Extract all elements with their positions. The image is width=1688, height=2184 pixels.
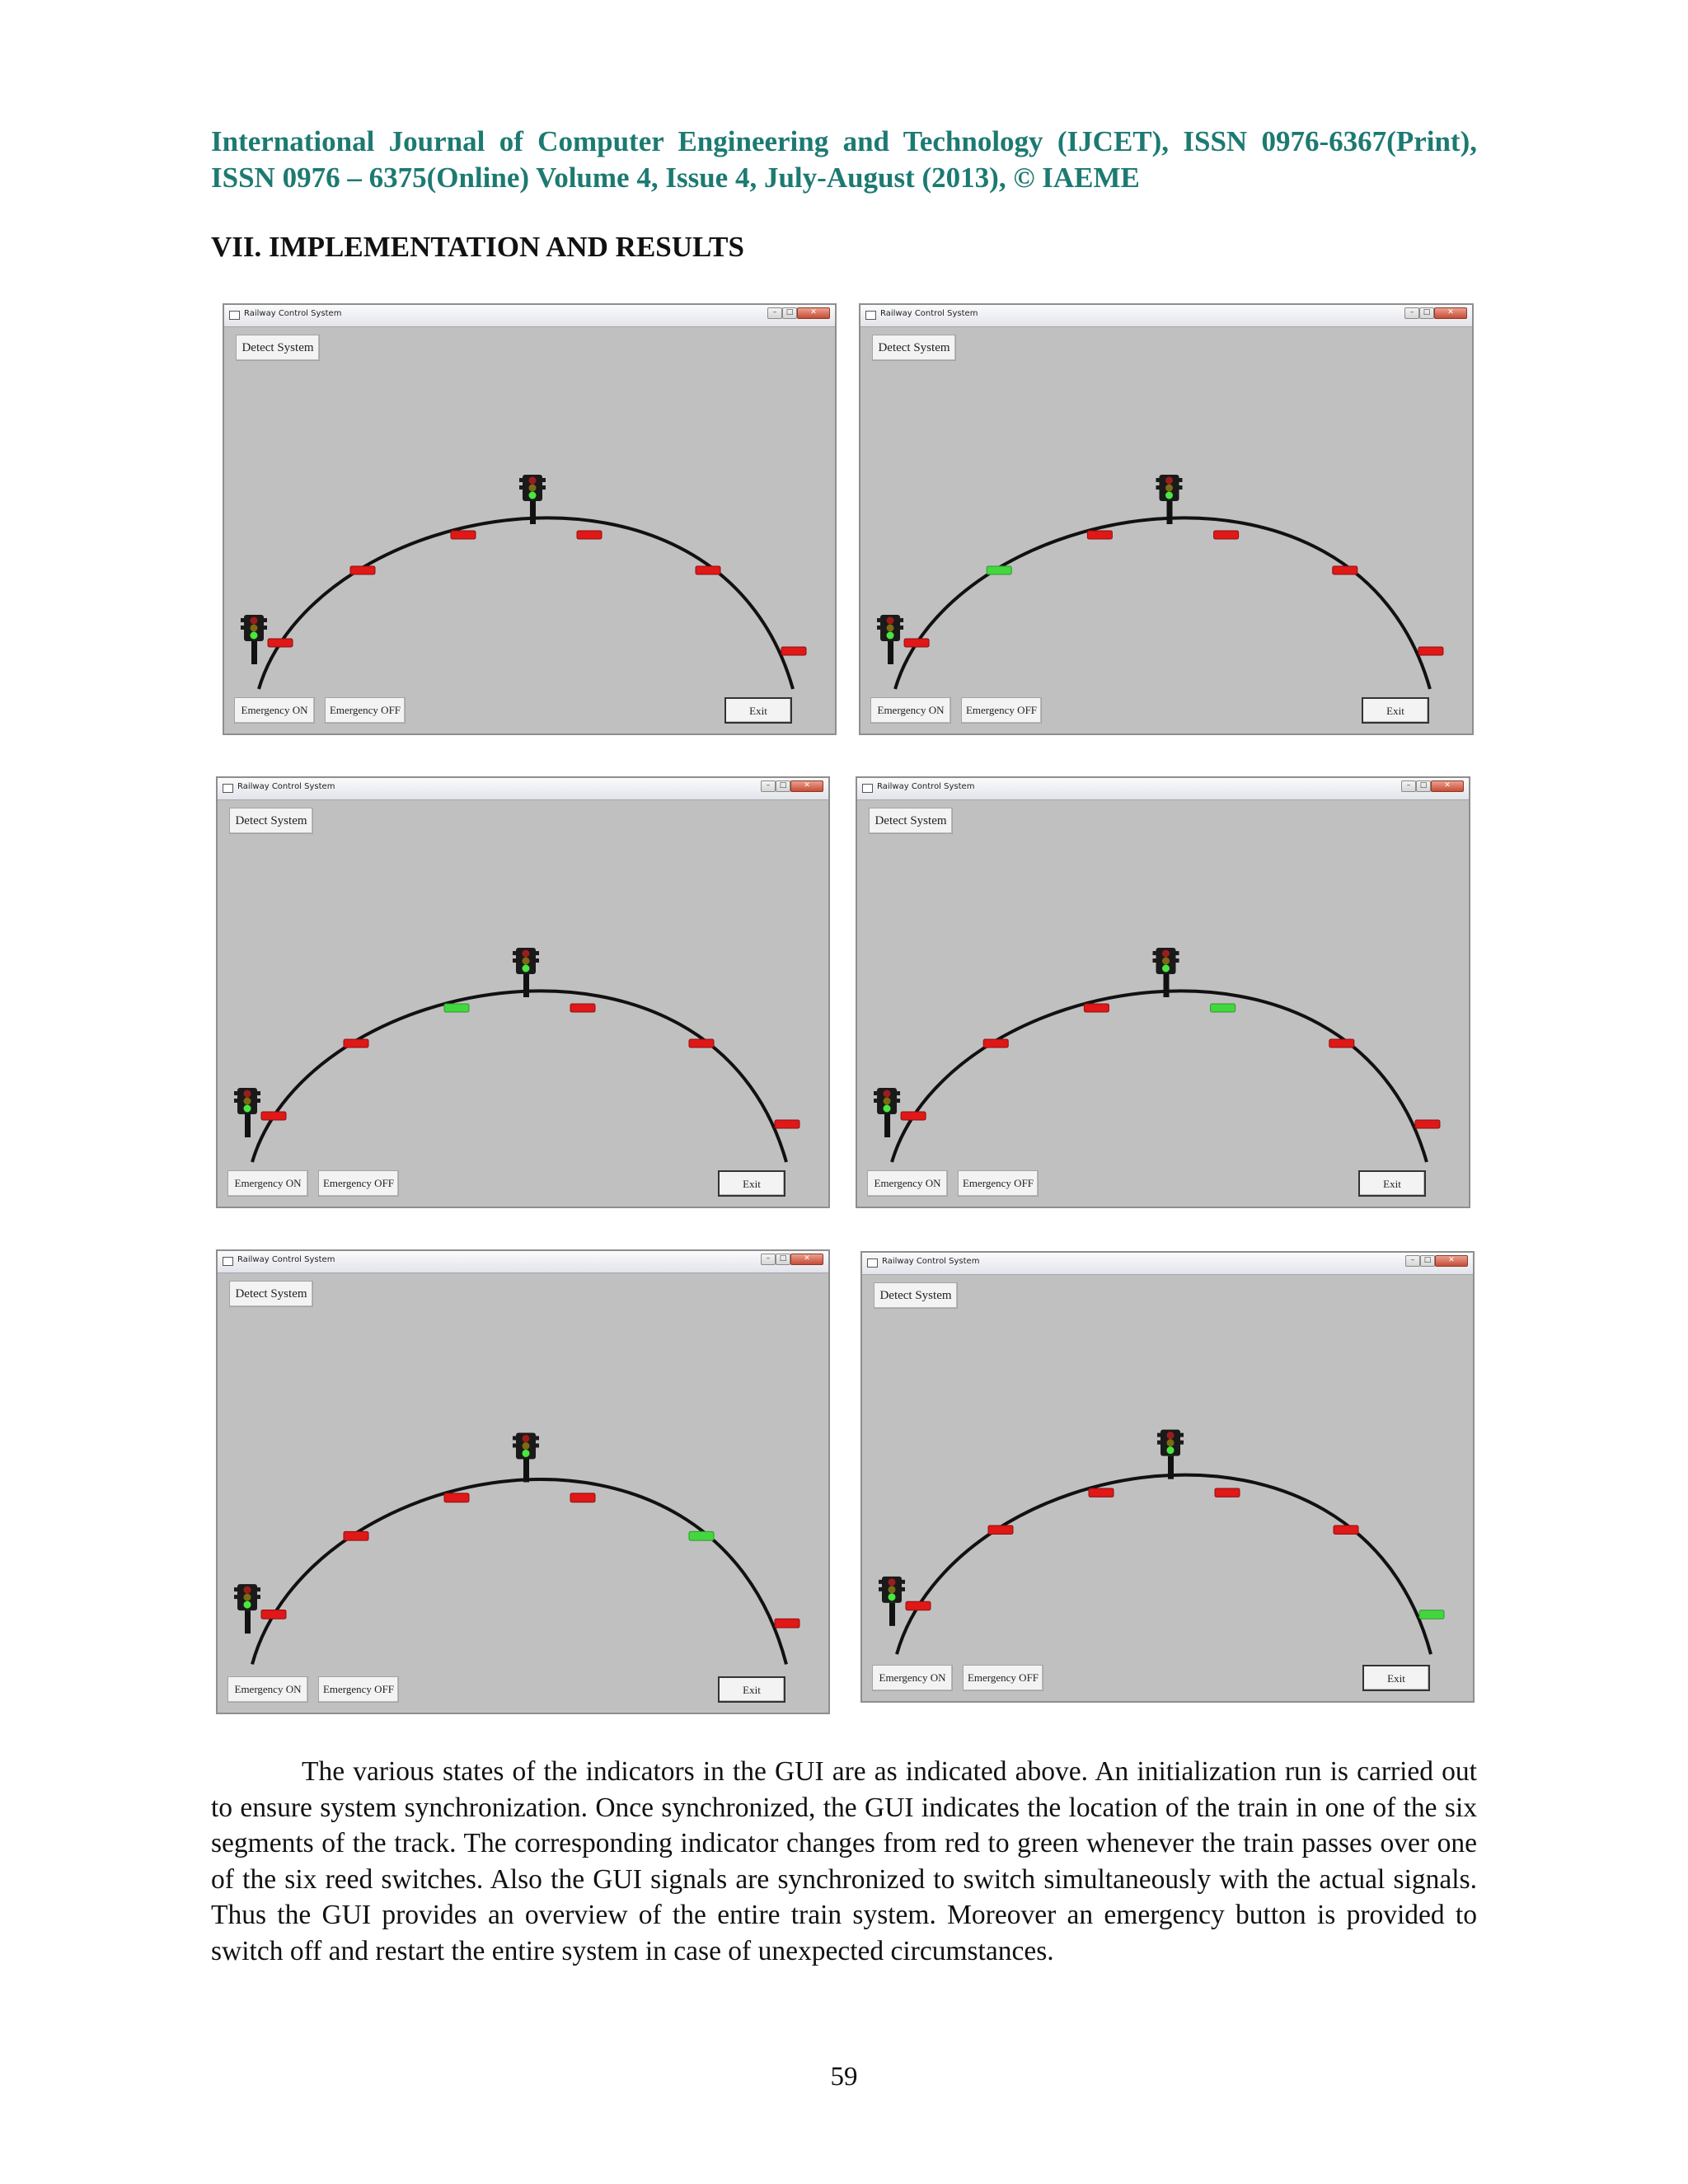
- exit-button[interactable]: Exit: [1362, 697, 1429, 724]
- body-text: [211, 1754, 1477, 1969]
- app-icon: [865, 311, 876, 320]
- detect-system-button[interactable]: Detect System: [236, 335, 320, 361]
- segment-indicator-5: [689, 1039, 714, 1047]
- app-icon: [223, 784, 233, 793]
- app-window-screenshot: [216, 776, 830, 1208]
- window-title: Railway Control System: [237, 1255, 335, 1264]
- segment-indicator-1: [904, 639, 929, 647]
- exit-button[interactable]: Exit: [718, 1676, 785, 1703]
- close-button[interactable]: ✕: [790, 1254, 823, 1265]
- segment-indicator-2: [987, 566, 1011, 574]
- segment-indicator-5: [696, 566, 720, 574]
- track-arc: [897, 1475, 1431, 1655]
- maximize-button[interactable]: □: [1420, 1255, 1435, 1267]
- track-diagram: [218, 799, 832, 1210]
- segment-indicator-4: [1214, 531, 1239, 539]
- maximize-button[interactable]: □: [776, 1254, 790, 1265]
- segment-indicator-2: [350, 566, 375, 574]
- left-traffic-light-icon: [874, 1088, 900, 1137]
- emergency-off-button[interactable]: Emergency OFF: [958, 1170, 1039, 1197]
- app-window-screenshot: [216, 1249, 830, 1714]
- window-titlebar: [862, 1253, 1473, 1275]
- emergency-on-button[interactable]: Emergency ON: [234, 697, 315, 724]
- segment-indicator-4: [570, 1004, 595, 1012]
- exit-button[interactable]: Exit: [1362, 1665, 1430, 1691]
- close-button[interactable]: ✕: [797, 307, 830, 319]
- segment-indicator-1: [268, 639, 293, 647]
- maximize-button[interactable]: □: [782, 307, 797, 319]
- journal-header: International Journal of Computer Engineering and Technology (IJCET), ISSN 0976-6367(Print), ISSN 0976 – 6375(Online) Volume 4, Issue 4, July-August (2013), © IAEME: [211, 125, 1477, 194]
- close-button[interactable]: ✕: [1434, 307, 1467, 319]
- segment-indicator-3: [444, 1004, 469, 1012]
- track-diagram: [860, 326, 1475, 737]
- exit-button[interactable]: Exit: [724, 697, 792, 724]
- segment-indicator-4: [577, 531, 602, 539]
- segment-indicator-4: [1215, 1488, 1240, 1497]
- segment-indicator-2: [344, 1039, 368, 1047]
- emergency-on-button[interactable]: Emergency ON: [867, 1170, 948, 1197]
- track-arc: [892, 991, 1427, 1162]
- segment-indicator-3: [1087, 531, 1112, 539]
- track-diagram: [224, 326, 838, 737]
- app-window-screenshot: [856, 776, 1470, 1208]
- window-titlebar: [224, 305, 835, 327]
- close-button[interactable]: ✕: [1431, 780, 1464, 792]
- track-arc: [259, 518, 793, 689]
- top-traffic-light-icon: [513, 1432, 539, 1482]
- segment-indicator-4: [570, 1493, 595, 1502]
- minimize-button[interactable]: –: [761, 780, 776, 792]
- track-diagram: [862, 1274, 1476, 1704]
- segment-indicator-1: [906, 1601, 931, 1610]
- segment-indicator-2: [344, 1531, 368, 1540]
- segment-indicator-6: [1418, 647, 1443, 655]
- app-icon: [862, 784, 873, 793]
- window-titlebar: [860, 305, 1472, 327]
- segment-indicator-5: [689, 1531, 714, 1540]
- segment-indicator-2: [983, 1039, 1008, 1047]
- body-paragraph: The various states of the indicators in the GUI are as indicated above. An initialization run is carried out to ensure system synchronization. Once synchronized, the GUI indicates the location of the train in one of the six segments of the track. The corresponding indicator changes from red to green whenever the train passes over one of the six reed switches. Also the GUI signals are synchronized to switch simultaneously with the actual signals. Thus the GUI provides an overview of the entire train system. Moreover an emergency button is provided to switch off and restart the entire system in case of unexpected circumstances.: [211, 1756, 1477, 1966]
- segment-indicator-5: [1333, 566, 1357, 574]
- segment-indicator-6: [781, 647, 806, 655]
- app-window-screenshot: [860, 1251, 1475, 1703]
- app-icon: [229, 311, 240, 320]
- segment-indicator-3: [1089, 1488, 1114, 1497]
- segment-indicator-5: [1334, 1526, 1358, 1534]
- segment-indicator-6: [775, 1619, 799, 1628]
- window-title: Railway Control System: [877, 782, 975, 791]
- segment-indicator-3: [1084, 1004, 1109, 1012]
- exit-button[interactable]: Exit: [718, 1170, 785, 1197]
- segment-indicator-1: [901, 1112, 926, 1120]
- app-icon: [867, 1258, 878, 1268]
- left-traffic-light-icon: [234, 1088, 260, 1137]
- left-traffic-light-icon: [234, 1584, 260, 1633]
- segment-indicator-1: [261, 1610, 286, 1619]
- segment-indicator-5: [1329, 1039, 1354, 1047]
- minimize-button[interactable]: –: [1401, 780, 1416, 792]
- window-titlebar: [218, 1251, 828, 1273]
- app-window-screenshot: [859, 303, 1474, 735]
- segment-indicator-3: [451, 531, 476, 539]
- track-arc: [252, 1479, 786, 1664]
- emergency-off-button[interactable]: Emergency OFF: [318, 1676, 399, 1703]
- close-button[interactable]: ✕: [790, 780, 823, 792]
- track-diagram: [857, 799, 1472, 1210]
- segment-indicator-6: [1415, 1120, 1440, 1128]
- app-icon: [223, 1257, 233, 1266]
- segment-indicator-4: [1211, 1004, 1236, 1012]
- window-title: Railway Control System: [880, 309, 978, 318]
- emergency-off-button[interactable]: Emergency OFF: [961, 697, 1042, 724]
- track-arc: [895, 518, 1430, 689]
- emergency-off-button[interactable]: Emergency OFF: [325, 697, 406, 724]
- maximize-button[interactable]: □: [776, 780, 790, 792]
- page-number: 59: [830, 2062, 858, 2092]
- emergency-on-button[interactable]: Emergency ON: [227, 1170, 308, 1197]
- left-traffic-light-icon: [241, 615, 267, 664]
- minimize-button[interactable]: –: [761, 1254, 776, 1265]
- detect-system-button[interactable]: Detect System: [872, 335, 956, 361]
- app-window-screenshot: [223, 303, 837, 735]
- segment-indicator-6: [775, 1120, 799, 1128]
- emergency-off-button[interactable]: Emergency OFF: [963, 1665, 1043, 1691]
- emergency-on-button[interactable]: Emergency ON: [227, 1676, 308, 1703]
- window-title: Railway Control System: [244, 309, 342, 318]
- track-arc: [252, 991, 786, 1162]
- left-traffic-light-icon: [879, 1577, 905, 1626]
- segment-indicator-1: [261, 1112, 286, 1120]
- segment-indicator-6: [1419, 1610, 1444, 1619]
- section-title: VII. IMPLEMENTATION AND RESULTS: [211, 231, 744, 263]
- detect-system-button[interactable]: Detect System: [229, 1281, 313, 1307]
- detect-system-button[interactable]: Detect System: [869, 808, 953, 834]
- track-diagram: [218, 1272, 832, 1716]
- detect-system-button[interactable]: Detect System: [229, 808, 313, 834]
- top-traffic-light-icon: [1157, 1430, 1184, 1479]
- close-button[interactable]: ✕: [1435, 1255, 1468, 1267]
- exit-button[interactable]: Exit: [1358, 1170, 1426, 1197]
- minimize-button[interactable]: –: [1405, 1255, 1420, 1267]
- emergency-off-button[interactable]: Emergency OFF: [318, 1170, 399, 1197]
- segment-indicator-2: [988, 1526, 1013, 1534]
- detect-system-button[interactable]: Detect System: [874, 1282, 958, 1309]
- minimize-button[interactable]: –: [767, 307, 782, 319]
- left-traffic-light-icon: [877, 615, 903, 664]
- window-title: Railway Control System: [882, 1257, 980, 1266]
- emergency-on-button[interactable]: Emergency ON: [872, 1665, 953, 1691]
- window-title: Railway Control System: [237, 782, 335, 791]
- segment-indicator-3: [444, 1493, 469, 1502]
- maximize-button[interactable]: □: [1416, 780, 1431, 792]
- maximize-button[interactable]: □: [1419, 307, 1434, 319]
- minimize-button[interactable]: –: [1404, 307, 1419, 319]
- emergency-on-button[interactable]: Emergency ON: [870, 697, 951, 724]
- window-titlebar: [218, 778, 828, 800]
- window-titlebar: [857, 778, 1469, 800]
